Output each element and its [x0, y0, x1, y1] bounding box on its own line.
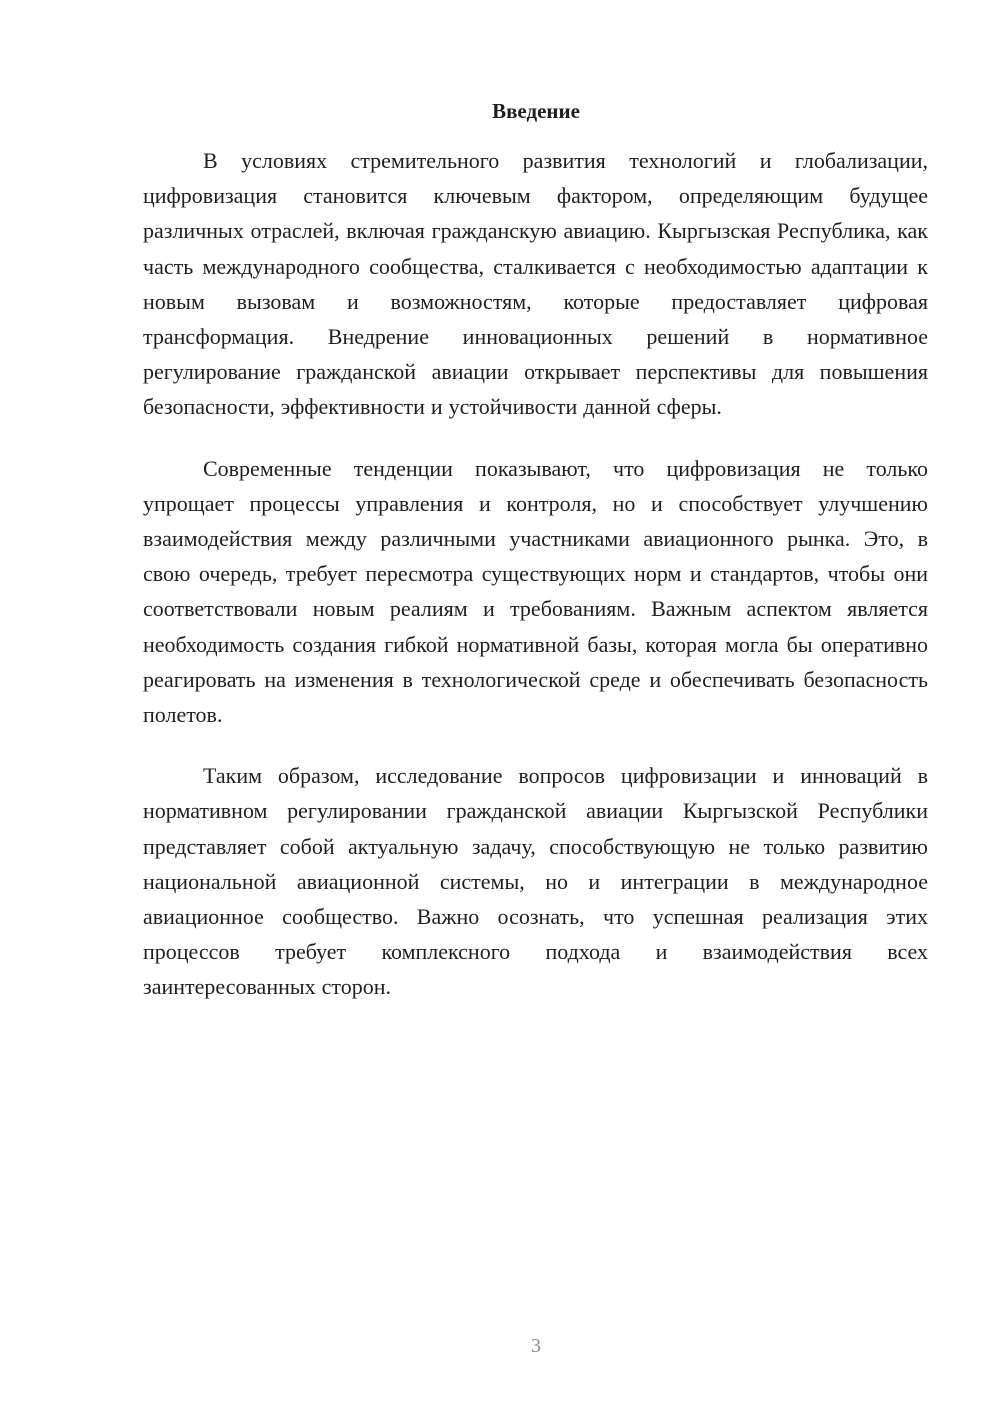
- paragraph-1: В условиях стремительного развития технологий и глобализации, цифровизация становится ключевым фактором, определяющим будущее различных отраслей, включая гражданскую авиацию. Кыргызская Республика, как часть международного сообщества, сталкивается с необходимостью адаптации к новым вызовам и возможностям, которые предоставляет цифровая трансформация. Внедрение инновационных решений в нормативное регулирование гражданской авиации открывает перспективы для повышения безопасности, эффективности и устойчивости данной сферы.: [143, 148, 928, 420]
- body-text: [143, 143, 928, 1031]
- page-number: 3: [531, 1335, 541, 1357]
- section-heading: Введение: [492, 99, 580, 123]
- paragraph-3: Таким образом, исследование вопросов цифровизации и инноваций в нормативном регулировании гражданской авиации Кыргызской Республики представляет собой актуальную задачу, способствующую не только развитию национальной авиационной системы, но и интеграции в международное авиационное сообщество. Важно осознать, что успешная реализация этих процессов требует комплексного подхода и взаимодействия всех заинтересованных сторон.: [143, 763, 928, 1000]
- paragraph-2: Современные тенденции показывают, что цифровизация не только упрощает процессы управления и контроля, но и способствует улучшению взаимодействия между различными участниками авиационного рынка. Это, в свою очередь, требует пересмотра существующих норм и стандартов, чтобы они соответствовали новым реалиям и требованиям. Важным аспектом является необходимость создания гибкой нормативной базы, которая могла бы оперативно реагировать на изменения в технологической среде и обеспечивать безопасность полетов.: [143, 455, 928, 728]
